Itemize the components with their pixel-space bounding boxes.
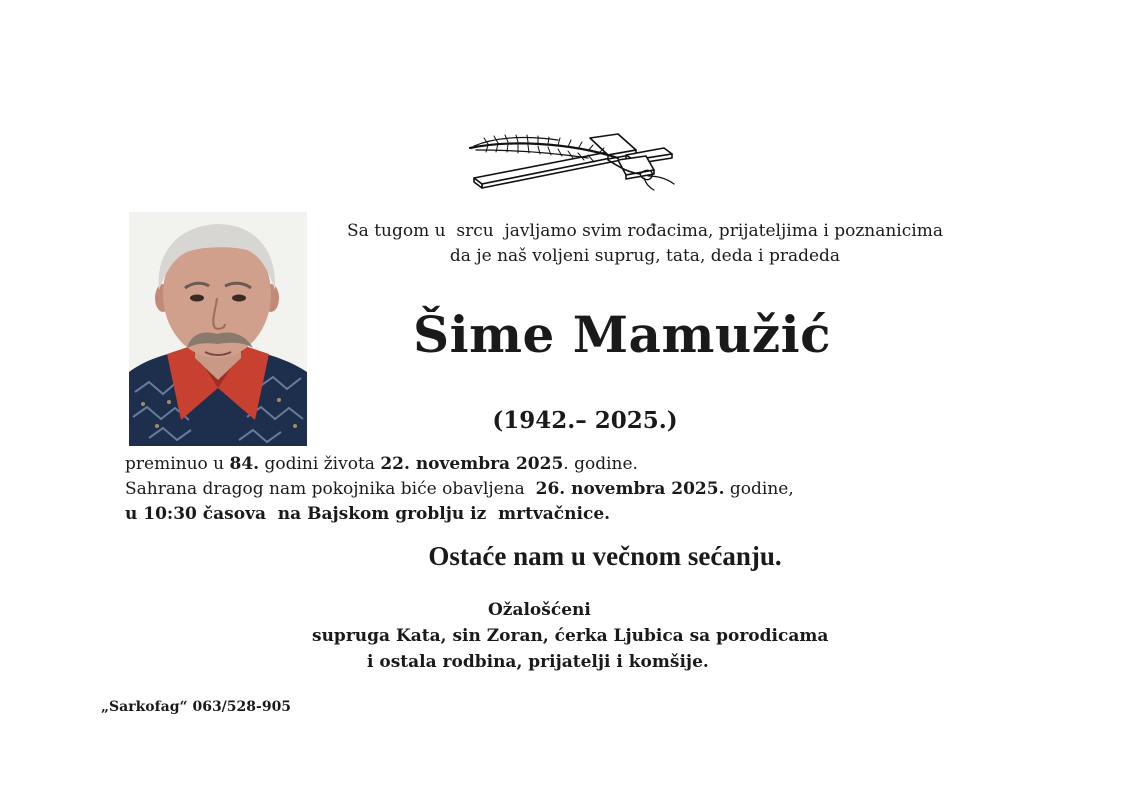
- mourners-block: [300, 597, 840, 675]
- deceased-name: Šime Mamužić: [412, 305, 832, 364]
- intro-line-2: da je naš voljeni suprug, tata, deda i pradeda: [449, 246, 841, 266]
- mourners-heading: Ožalošćeni: [488, 600, 591, 620]
- funeral-details: [125, 452, 885, 527]
- intro-text: [330, 219, 960, 269]
- funeral-agency-contact: „Sarkofag“ 063/528-905: [101, 699, 292, 715]
- death-info-line: preminuo u 84. godini života 22. novembra 2025. godine.: [125, 454, 638, 474]
- life-years: (1942.– 2025.): [492, 407, 678, 434]
- cross-with-palm-branch-icon: [468, 128, 680, 192]
- remembrance-text: Ostaće nam u večnom sećanju.: [428, 541, 782, 571]
- mourners-line-1: supruga Kata, sin Zoran, ćerka Ljubica sa porodicama: [312, 626, 829, 646]
- funeral-date-line: Sahrana dragog nam pokojnika biće obavljena 26. novembra 2025. godine,: [125, 479, 794, 499]
- portrait-photo: [129, 212, 307, 446]
- funeral-place-line: u 10:30 časova na Bajskom groblju iz mrtvačnice.: [125, 504, 611, 524]
- mourners-line-2: i ostala rodbina, prijatelji i komšije.: [367, 652, 709, 672]
- intro-line-1: Sa tugom u srcu javljamo svim rođacima, prijateljima i poznanicima: [347, 221, 943, 241]
